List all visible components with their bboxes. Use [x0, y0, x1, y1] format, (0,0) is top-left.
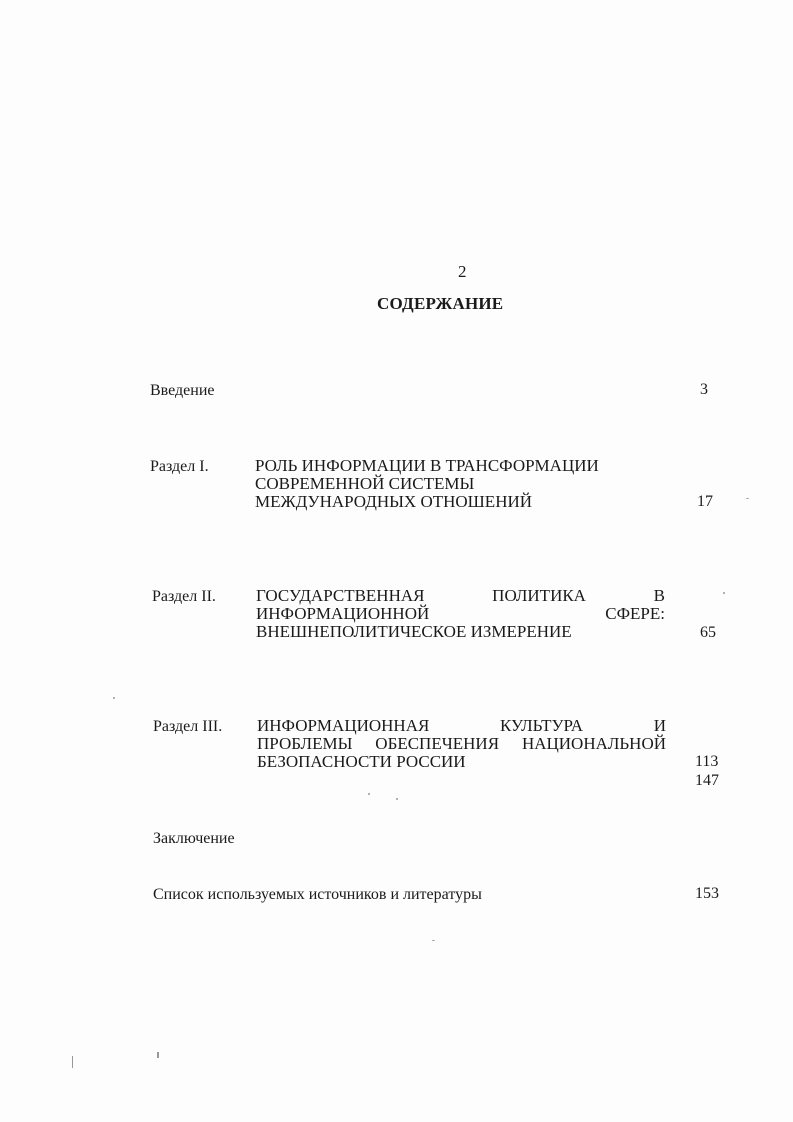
toc-section-3-title [257, 717, 666, 771]
toc-conclusion-label: Заключение [153, 830, 235, 847]
scan-speck [396, 798, 398, 800]
scan-speck [113, 697, 115, 699]
toc-section-3-line-2: ПРОБЛЕМЫ ОБЕСПЕЧЕНИЯ НАЦИОНАЛЬНОЙ [257, 734, 666, 753]
scan-speck [746, 498, 749, 499]
toc-section-2-line-2: ИНФОРМАЦИОННОЙ СФЕРЕ: [256, 604, 665, 623]
toc-section-3-label: Раздел III. [153, 718, 223, 735]
scan-speck [368, 793, 370, 795]
toc-intro-page: 3 [700, 381, 708, 398]
toc-conclusion-page: 147 [695, 772, 719, 789]
scan-speck [723, 592, 725, 594]
scan-speck [432, 940, 435, 941]
toc-section-1-title [255, 457, 635, 511]
toc-intro-label: Введение [150, 382, 215, 399]
toc-section-1-page: 17 [697, 493, 713, 510]
toc-section-3-page: 113 [695, 753, 719, 770]
toc-section-1-line-2: СОВРЕМЕННОЙ СИСТЕМЫ [255, 474, 475, 493]
toc-section-1-label: Раздел I. [150, 458, 209, 475]
toc-section-1-line-1: РОЛЬ ИНФОРМАЦИИ В ТРАНСФОРМАЦИИ [255, 456, 599, 475]
scan-speck [72, 1056, 73, 1068]
toc-section-3-line-1: ИНФОРМАЦИОННАЯ КУЛЬТУРА И [257, 716, 666, 735]
toc-section-2-title [256, 587, 665, 641]
toc-section-2-line-1: ГОСУДАРСТВЕННАЯ ПОЛИТИКА В [256, 586, 665, 605]
toc-references-page: 153 [695, 885, 719, 902]
toc-section-2-line-3: ВНЕШНЕПОЛИТИЧЕСКОЕ ИЗМЕРЕНИЕ [256, 622, 572, 641]
toc-section-2-page: 65 [700, 624, 716, 641]
toc-references-label: Список используемых источников и литературы [153, 886, 482, 903]
toc-section-1-line-3: МЕЖДУНАРОДНЫХ ОТНОШЕНИЙ [255, 492, 533, 511]
toc-section-2-label: Раздел II. [152, 588, 216, 605]
toc-heading: СОДЕРЖАНИЕ [377, 294, 504, 313]
toc-section-3-line-3: БЕЗОПАСНОСТИ РОССИИ [257, 752, 466, 771]
page-number: 2 [458, 262, 467, 281]
scan-speck [157, 1052, 159, 1058]
